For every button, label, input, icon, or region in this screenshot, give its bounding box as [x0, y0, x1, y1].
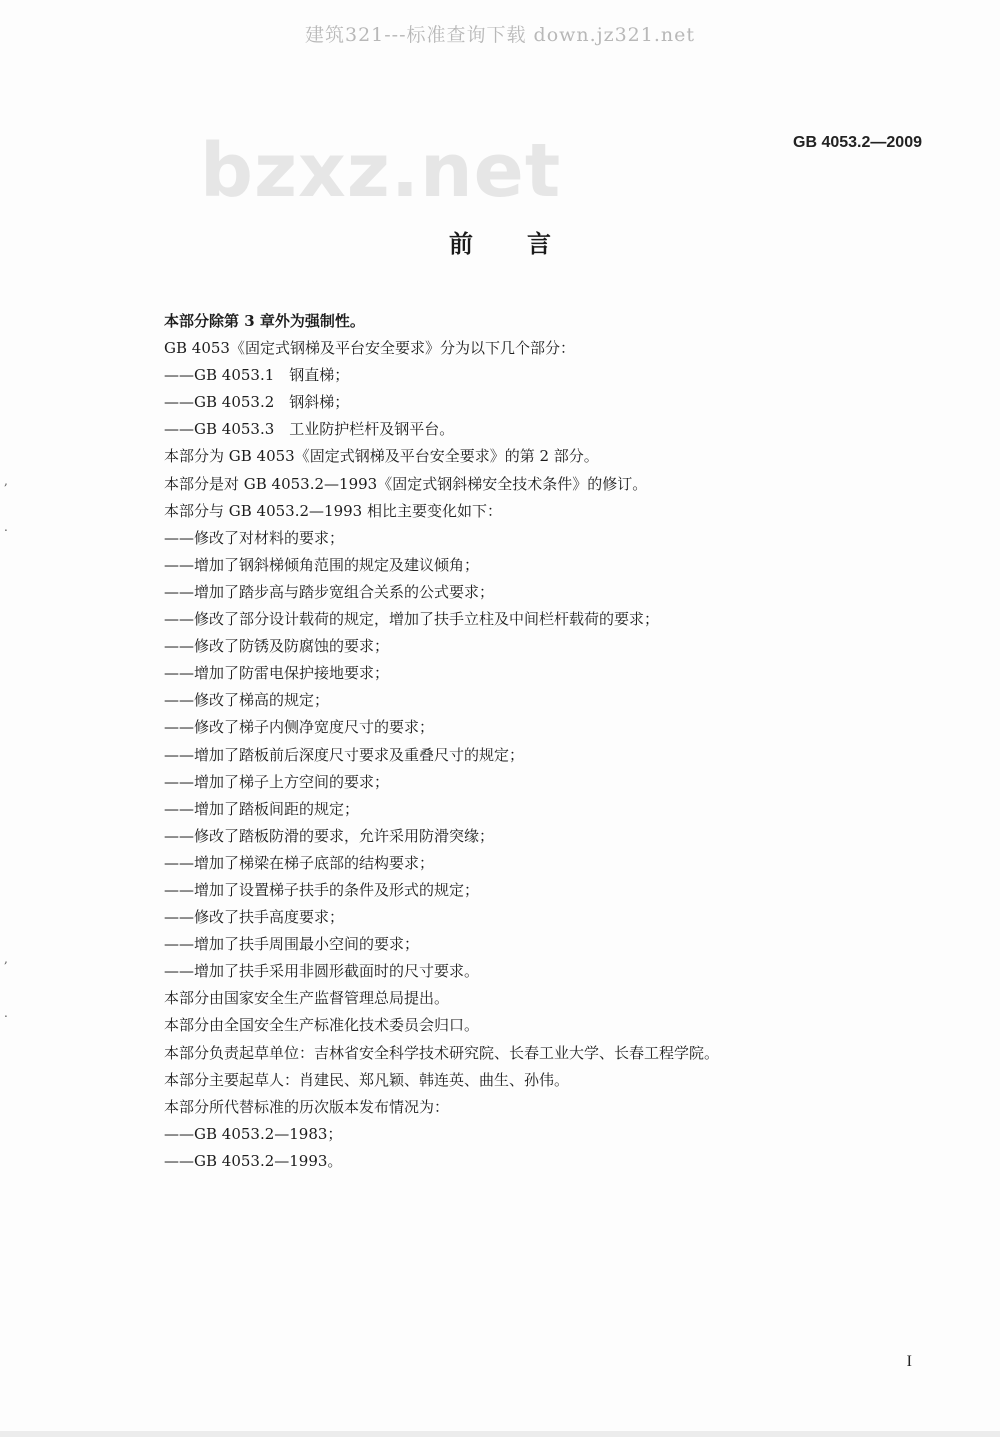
text-line: ——增加了扶手周围最小空间的要求； [164, 935, 420, 954]
text-line: ——修改了踏板防滑的要求，允许采用防滑突缘； [164, 826, 495, 845]
text-line: GB 4053《固定式钢梯及平台安全要求》分为以下几个部分： [164, 339, 575, 358]
text-line: 本部分是对 GB 4053.2—1993《固定式钢斜梯安全技术条件》的修订。 [164, 474, 648, 493]
text-line: ——增加了钢斜梯倾角范围的规定及建议倾角； [164, 555, 480, 574]
text-line: 本部分主要起草人：肖建民、郑凡颖、韩连英、曲生、孙伟。 [164, 1070, 570, 1089]
text-line: 本部分除第 3 章外为强制性。 [164, 312, 365, 330]
text-line: ——增加了踏板前后深度尺寸要求及重叠尺寸的规定； [164, 745, 525, 764]
page-title: 前言 [449, 230, 605, 258]
watermark-logo: bzxz.net [200, 128, 562, 214]
text-line: ——修改了防锈及防腐蚀的要求； [164, 637, 390, 656]
text-line: ——GB 4053.3 工业防护栏杆及钢平台。 [164, 420, 455, 439]
text-line: ——增加了踏板间距的规定； [164, 799, 360, 818]
text-line: ——增加了防雷电保护接地要求； [164, 664, 390, 683]
text-line: ——修改了扶手高度要求； [164, 908, 345, 927]
text-line: 本部分由全国安全生产标准化技术委员会归口。 [164, 1016, 480, 1035]
site-banner: 建筑321---标准查询下载 down.jz321.net [304, 24, 696, 46]
text-line: ——修改了梯子内侧净宽度尺寸的要求； [164, 718, 435, 737]
page-bottom-edge [0, 1431, 1000, 1437]
text-line: ——GB 4053.2 钢斜梯； [164, 393, 350, 412]
text-line: ——修改了对材料的要求； [164, 528, 345, 547]
margin-scan-mark: . [4, 1006, 8, 1020]
text-line: 本部分与 GB 4053.2—1993 相比主要变化如下： [164, 501, 502, 520]
text-line: ——增加了梯子上方空间的要求； [164, 772, 390, 791]
margin-scan-mark: , [4, 952, 8, 966]
text-line: ——修改了梯高的规定； [164, 691, 330, 710]
text-line: ——GB 4053.1 钢直梯； [164, 366, 350, 385]
standard-code: GB 4053.2—2009 [793, 134, 922, 151]
page-number: I [906, 1353, 912, 1370]
foreword-body [164, 308, 844, 1175]
text-line: ——增加了设置梯子扶手的条件及形式的规定； [164, 880, 480, 899]
text-line: 本部分所代替标准的历次版本发布情况为： [164, 1097, 450, 1116]
margin-scan-mark: . [4, 520, 8, 534]
text-line: ——增加了扶手采用非圆形截面时的尺寸要求。 [164, 962, 480, 981]
text-line: ——修改了部分设计载荷的规定，增加了扶手立柱及中间栏杆载荷的要求； [164, 610, 660, 629]
text-line: ——GB 4053.2—1993。 [164, 1151, 343, 1170]
text-line: ——增加了踏步高与踏步宽组合关系的公式要求； [164, 582, 495, 601]
text-line: ——增加了梯梁在梯子底部的结构要求； [164, 853, 435, 872]
text-line: ——GB 4053.2—1983； [164, 1124, 343, 1143]
text-line: 本部分为 GB 4053《固定式钢梯及平台安全要求》的第 2 部分。 [164, 447, 599, 466]
margin-scan-mark: , [4, 474, 8, 488]
text-line: 本部分由国家安全生产监督管理总局提出。 [164, 989, 450, 1008]
text-line: 本部分负责起草单位：吉林省安全科学技术研究院、长春工业大学、长春工程学院。 [164, 1043, 720, 1062]
